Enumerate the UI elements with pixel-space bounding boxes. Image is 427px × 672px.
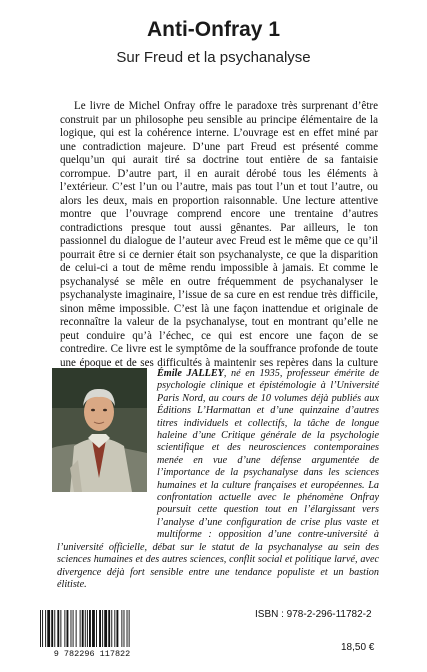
barcode-digits: 9 782296 117822 xyxy=(53,649,131,658)
barcode-bar xyxy=(124,610,125,647)
barcode-bar xyxy=(114,610,115,647)
barcode-bar xyxy=(89,610,91,647)
barcode-bar xyxy=(111,610,112,647)
barcode-bar xyxy=(73,610,74,647)
barcode-bar xyxy=(57,610,59,647)
barcode-bar xyxy=(127,610,128,647)
barcode-bar xyxy=(40,610,41,647)
barcode-bar xyxy=(121,610,122,647)
author-name: Émile JALLEY xyxy=(157,368,224,379)
barcode-bar xyxy=(67,610,69,647)
barcode-bar xyxy=(108,610,110,647)
barcode-bar xyxy=(54,610,55,647)
book-title: Anti-Onfray 1 xyxy=(146,18,280,41)
barcode-bar xyxy=(51,610,53,647)
barcode-bar xyxy=(80,610,81,647)
barcode-bar xyxy=(104,610,107,647)
barcode-bar xyxy=(47,610,50,647)
barcode-bar xyxy=(42,610,43,647)
barcode-bar xyxy=(71,610,72,647)
barcode-bar xyxy=(99,610,101,647)
barcode-bar xyxy=(82,610,84,647)
barcode-bar xyxy=(45,610,46,647)
barcode-bars xyxy=(40,610,130,647)
barcode-bar xyxy=(87,610,88,647)
barcode-bar xyxy=(96,610,97,647)
barcode-bar xyxy=(64,610,65,647)
price: 18,50 € xyxy=(341,642,375,653)
barcode-bar xyxy=(85,610,86,647)
back-cover-summary: Le livre de Michel Onfray offre le paradoxe très surprenant d’être construit par un philosophe peu sensible au principe élémentaire de la logique, qui est la cohérence interne. L’ouvrage est en effet miné par une contradiction majeure. D’une part Freud est présenté comme quelqu’un qui aurait tiré sa doctrine tout entière de sa fantaisie corrompue. D’autre part, il en aurait dérobé tous les éléments à l’extérieur. C’est l’un ou l’autre, mais pas tout l’un et tout l’autre, ou alors les deux, mais en proportion raisonnable. Une lecture attentive montre que l’ouvrage comprend encore une trentaine d’autres contradictions presque tout aussi gênantes. Par ailleurs, le ton passionnel du dialogue de l’auteur avec Freud est le même que ce qu’il pourrait être si ce dernier était son psychanalyste, ce que la disparition de celui-ci a tout de même rendu impossible à jamais. Et comme le psychanalysé se mêle en outre fréquemment de psychanalyser le psychanalyste imaginaire, l’issue de sa cure en est rendue très difficile, sinon même impossible. C’est là une façon inattendue et originale de reconnaître la valeur de la psychanalyse, tout en montrant qu’elle ne peut conduire qu’à l’échec, ce qui est encore une façon de se contredire. Ce livre est le symptôme de la souffrance profonde de toute une époque et de ses difficultés à maintenir ses repères dans la culture xyxy=(60,100,378,369)
barcode-bar xyxy=(116,610,118,647)
barcode-bar xyxy=(92,610,95,647)
barcode xyxy=(32,608,152,658)
author-bio-text: , né en 1935, professeur émérite de psychologie clinique et épistémologie à l’Université Paris Nord, au cours de 10 volumes déjà publiés aux Éditions L’Harmattan et d’une quinzaine d’autres titres individuels et collectifs, la tâche de longue haleine d’une Critique générale de la psychologie scientifique et des neurosciences contemporaines menée en vue d’une défense argumentée de l’importance de la psychanalyse dans les sciences humaines et la culture françaises et européennes. La confrontation actuelle avec le phénomène Onfray poursuit cette question tout en l’élargissant vers l’analyse d’une configuration de crise plus vaste et multiforme : opposition d’une contre-université à l’université officielle, débat sur le statut de la psychanalyse au sein des sciences humaines et des autres sciences, conflit social et politique larvé, avec divergence déjà fort sensible entre une tendance populiste et un bastion élitiste. xyxy=(57,368,379,590)
barcode-bar xyxy=(60,610,61,647)
author-bio xyxy=(57,368,379,591)
book-subtitle: Sur Freud et la psychanalyse xyxy=(116,49,311,66)
barcode-bar xyxy=(129,610,130,647)
barcode-bar xyxy=(102,610,103,647)
isbn: ISBN : 978-2-296-11782-2 xyxy=(255,609,372,620)
barcode-bar xyxy=(76,610,77,647)
